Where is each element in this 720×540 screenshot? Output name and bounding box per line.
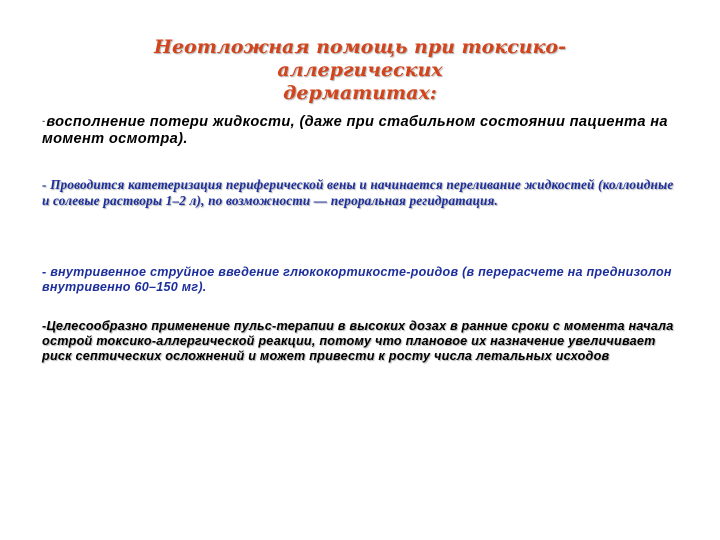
glucocorticoid-paragraph: - внутривенное струйное введение глюкокортикосте-роидов (в перерасчете на преднизолон внутривенно 60–150 мг). [42,265,672,294]
bullet-dash: - [42,116,46,126]
fluid-replacement-paragraph [42,113,682,148]
slide-title-line-1: Неотложная помощь при токсико-аллергических [154,36,566,81]
fluid-replacement-text: восполнение потери жидкости, (даже при стабильном состоянии пациента на момент осмотра). [42,114,668,147]
slide-title [80,36,640,105]
slide-title-line-2: дерматитах: [283,82,437,104]
catheterization-paragraph: - Проводится катетеризация периферической вены и начинается переливание жидкостей (коллоидные и солевые растворы 1–2 л), по возможности — пероральная регидратация. [42,177,674,208]
pulse-therapy-paragraph: -Целесообразно применение пульс-терапии в высоких дозах в ранние сроки с момента начала острой токсико-аллергической реакции, потому что плановое их назначение увеличивает риск септических осложнений и может привести к росту числа летальных исходов [42,319,674,363]
